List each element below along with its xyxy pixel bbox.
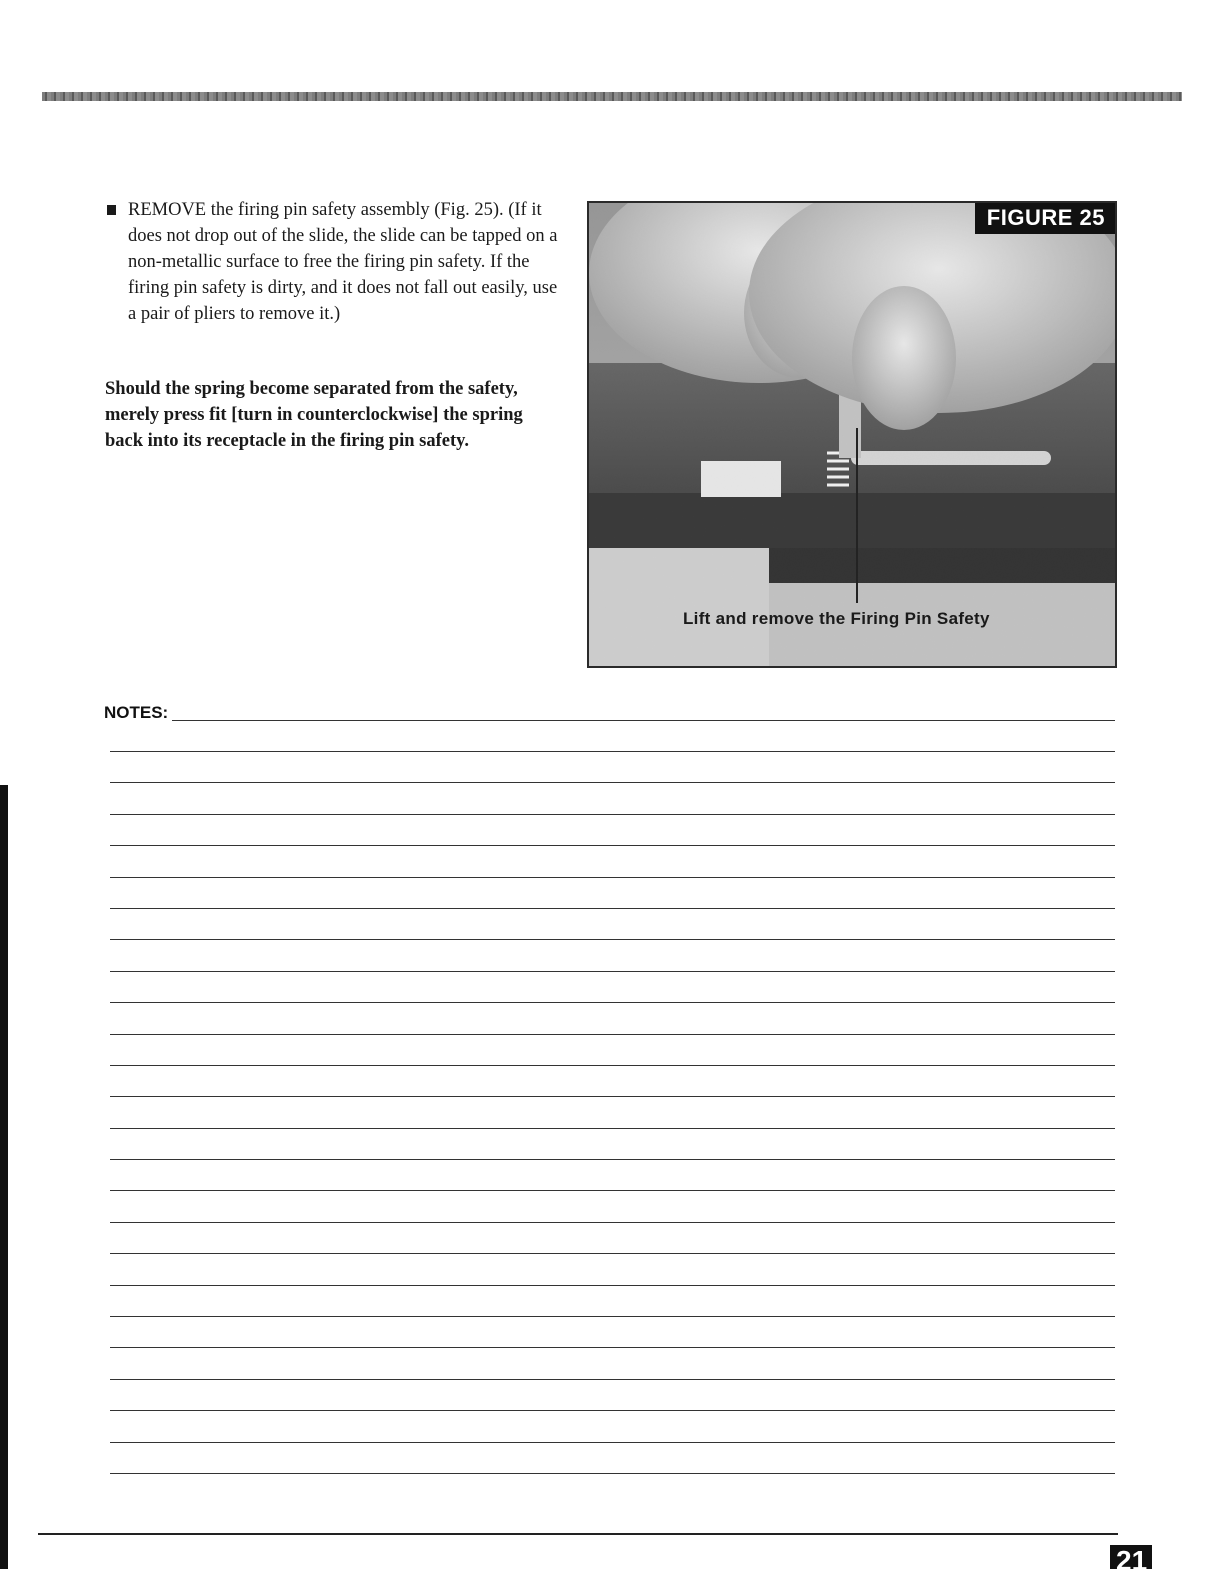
notes-lines — [110, 751, 1115, 1504]
notes-line — [110, 939, 1115, 940]
spring-note: Should the spring become separated from the safety, merely press fit [turn in counterclockwise] the spring back into its receptacle in the firing pin safety. — [105, 379, 523, 451]
notes-line — [110, 1096, 1115, 1097]
notes-line — [110, 1347, 1115, 1348]
figure-label: FIGURE 25 — [975, 203, 1115, 234]
notes-line — [110, 1128, 1115, 1129]
page-edge-bar — [0, 785, 8, 1569]
notes-line — [110, 971, 1115, 972]
notes-line — [110, 908, 1115, 909]
notes-line — [110, 877, 1115, 878]
figure-caption: Lift and remove the Firing Pin Safety — [683, 609, 990, 628]
notes-line — [110, 1316, 1115, 1317]
notes-line — [110, 1410, 1115, 1411]
notes-line — [110, 1442, 1115, 1443]
notes-line — [110, 1065, 1115, 1066]
bullet-icon — [107, 205, 116, 215]
bottom-rule — [38, 1533, 1118, 1535]
notes-line — [110, 751, 1115, 752]
notes-line — [110, 1159, 1115, 1160]
figure-25 — [587, 201, 1117, 668]
instruction-text: REMOVE the firing pin safety assembly (Fig. 25). (If it does not drop out of the slide, the slide can be tapped on a non-metallic surface to free the firing pin safety. If the firing pin safety is dirty, and it does not fall out easily, use a pair of pliers to remove it.) — [128, 200, 558, 324]
notes-line — [110, 1222, 1115, 1223]
notes-line — [110, 1190, 1115, 1191]
notes-line — [110, 1253, 1115, 1254]
notes-line — [110, 782, 1115, 783]
notes-line — [110, 1473, 1115, 1474]
notes-label: NOTES: — [104, 703, 169, 722]
firing-pin-safety-photo — [589, 203, 1115, 666]
notes-line — [110, 814, 1115, 815]
notes-line — [110, 1285, 1115, 1286]
page-number: 21 — [1116, 1545, 1148, 1569]
instruction-block — [103, 197, 563, 327]
notes-line — [110, 845, 1115, 846]
notes-line — [110, 1034, 1115, 1035]
notes-line — [110, 1002, 1115, 1003]
notes-line — [172, 720, 1115, 721]
page-number-box — [1110, 1545, 1152, 1569]
top-rule — [42, 92, 1182, 101]
notes-line — [110, 1379, 1115, 1380]
